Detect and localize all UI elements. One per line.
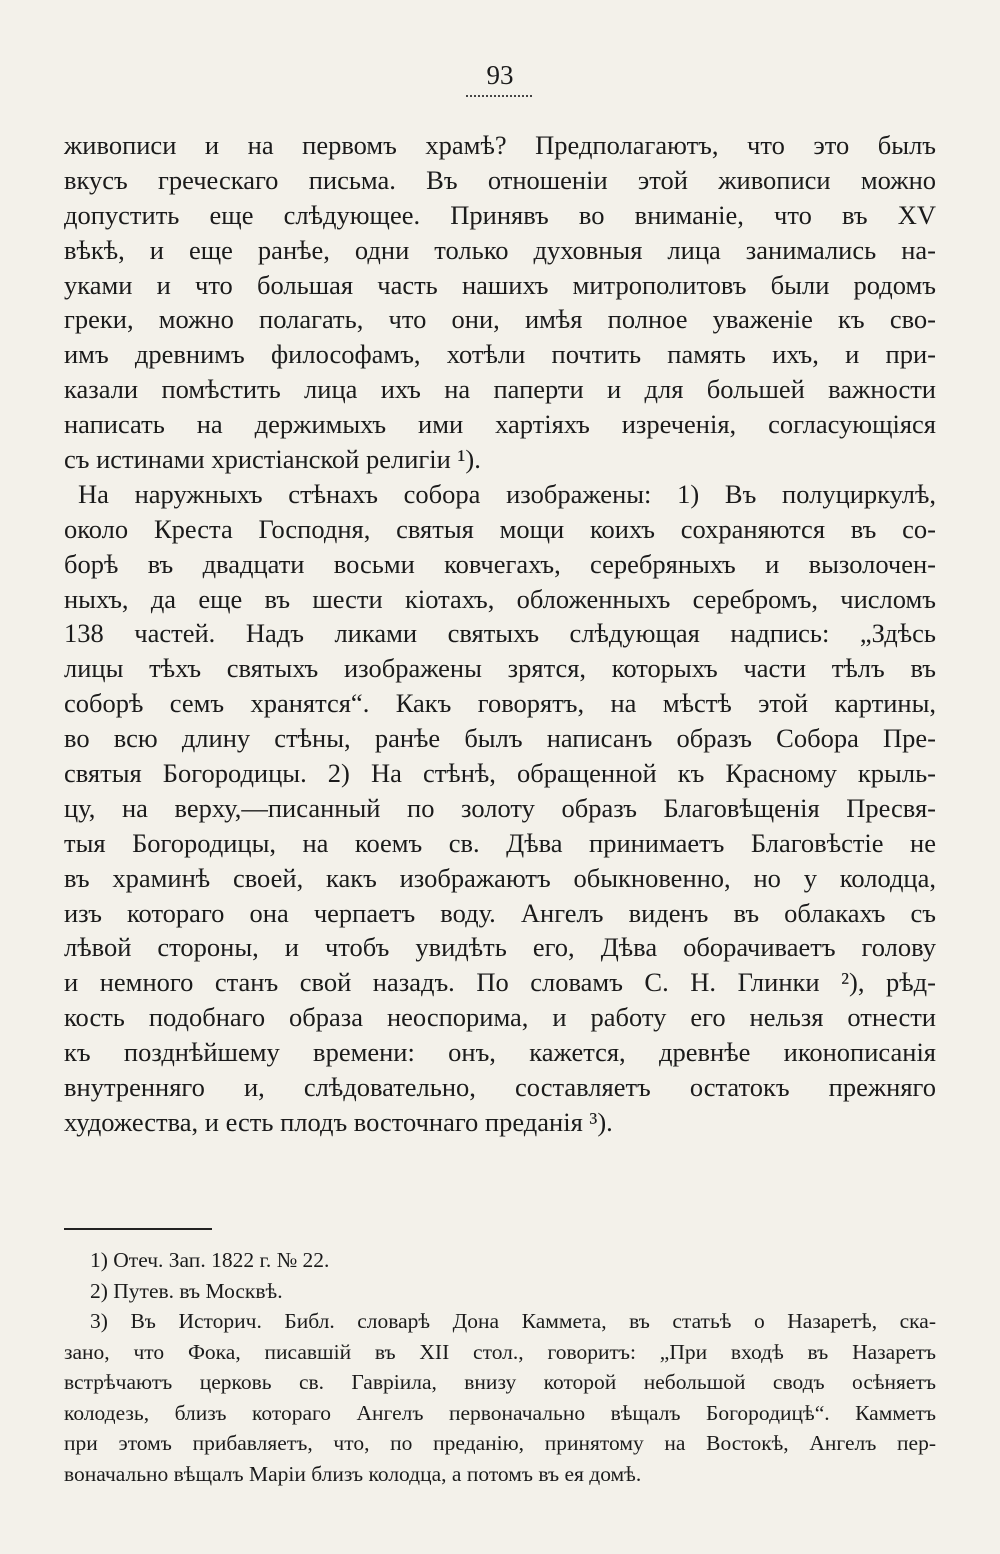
body-line: уками и что большая часть нашихъ митрополитовъ были родомъ bbox=[64, 269, 936, 300]
body-line: соборѣ семъ хранятся“. Какъ говорятъ, на мѣстѣ этой картины, bbox=[64, 688, 936, 719]
page-number: 93 bbox=[486, 60, 514, 90]
body-line: борѣ въ двадцати восьми ковчегахъ, серебряныхъ и вызолочен- bbox=[64, 548, 936, 579]
body-line: лѣвой стороны, и чтобъ увидѣть его, Дѣва оборачиваетъ голову bbox=[64, 932, 936, 963]
footnote-line: колодезь, близъ котораго Ангелъ первоначально вѣщалъ Богородицѣ“. Камметъ bbox=[64, 1400, 936, 1425]
body-line: живописи и на первомъ храмѣ? Предполагаютъ, что это былъ bbox=[64, 130, 936, 160]
body-line: вѣкѣ, и еще ранѣе, одни только духовныя лица занимались на- bbox=[64, 234, 936, 265]
body-line: вкусъ греческаго письма. Въ отношеніи этой живописи можно bbox=[64, 164, 936, 195]
body-text bbox=[64, 128, 936, 1140]
body-line: художества, и есть плодъ восточнаго преданія ³). bbox=[64, 1106, 613, 1137]
body-line: На наружныхъ стѣнахъ собора изображены: 1) Въ полуциркулѣ, bbox=[78, 478, 936, 509]
body-line: къ позднѣйшему времени: онъ, кажется, древнѣе иконописанія bbox=[64, 1037, 936, 1068]
page-number-rule bbox=[466, 95, 532, 97]
footnote-line: 3) Въ Историч. Библ. словарѣ Дона Каммета, въ статьѣ о Назаретѣ, ска- bbox=[90, 1309, 936, 1333]
body-line: ныхъ, да еще въ шести кіотахъ, обложенныхъ серебромъ, числомъ bbox=[64, 583, 936, 614]
body-line: 138 частей. Надъ ликами святыхъ слѣдующая надпись: „Здѣсь bbox=[64, 618, 936, 649]
footnote-line: воначально вѣщалъ Маріи близъ колодца, а потомъ въ ея домѣ. bbox=[64, 1461, 642, 1486]
body-line: лицы тѣхъ святыхъ изображены зрятся, которыхъ части тѣлъ въ bbox=[64, 653, 936, 684]
footnote-line: при этомъ прибавляетъ, что, по преданію, принятому на Востокѣ, Ангелъ пер- bbox=[64, 1431, 936, 1455]
body-line: внутренняго и, слѣдовательно, составляетъ остатокъ прежняго bbox=[64, 1072, 936, 1103]
body-line: святыя Богородицы. 2) На стѣнѣ, обращенной къ Красному крыль- bbox=[64, 758, 936, 789]
body-line: изъ котораго она черпаетъ воду. Ангелъ виденъ въ облакахъ съ bbox=[64, 897, 936, 928]
footnote-line: зано, что Фока, писавшій въ XII стол., говоритъ: „При входѣ въ Назаретъ bbox=[64, 1339, 936, 1364]
body-line: тыя Богородицы, на коемъ св. Дѣва принимаетъ Благовѣстіе не bbox=[64, 827, 936, 858]
body-line: цу, на верху,—писанный по золоту образъ Благовѣщенія Пресвя- bbox=[64, 792, 936, 823]
body-line: и немного станъ свой назадъ. По словамъ С. Н. Глинки ²), рѣд- bbox=[64, 967, 936, 998]
footnotes bbox=[64, 1245, 936, 1489]
body-line: казали помѣстить лица ихъ на паперти и для большей важности bbox=[64, 374, 936, 405]
body-line: съ истинами христіанской религіи ¹). bbox=[64, 444, 481, 475]
footnote-line: 1) Отеч. Зап. 1822 г. № 22. bbox=[90, 1248, 330, 1272]
body-line: греки, можно полагать, что они, имѣя полное уваженіе къ сво- bbox=[64, 304, 936, 335]
footnote-line: 2) Путев. въ Москвѣ. bbox=[90, 1278, 283, 1303]
footnote-rule bbox=[64, 1228, 212, 1230]
body-line: около Креста Господня, святыя мощи коихъ сохраняются въ со- bbox=[64, 513, 936, 544]
body-line: допустить еще слѣдующее. Принявъ во вниманіе, что въ XV bbox=[64, 199, 936, 230]
footnote-line: встрѣчаютъ церковь св. Гавріила, внизу которой небольшой сводъ осѣняетъ bbox=[64, 1370, 936, 1394]
body-line: во всю длину стѣны, ранѣе былъ написанъ образъ Собора Пре- bbox=[64, 723, 936, 754]
body-line: написать на держимыхъ ими хартіяхъ изреченія, согласующіяся bbox=[64, 409, 936, 440]
body-line: имъ древнимъ философамъ, хотѣли почтить память ихъ, и при- bbox=[64, 339, 936, 370]
body-line: кость подобнаго образа неоспорима, и работу его нельзя отнести bbox=[64, 1002, 936, 1033]
body-line: въ храминѣ своей, какъ изображаютъ обыкновенно, но у колодца, bbox=[64, 862, 936, 893]
